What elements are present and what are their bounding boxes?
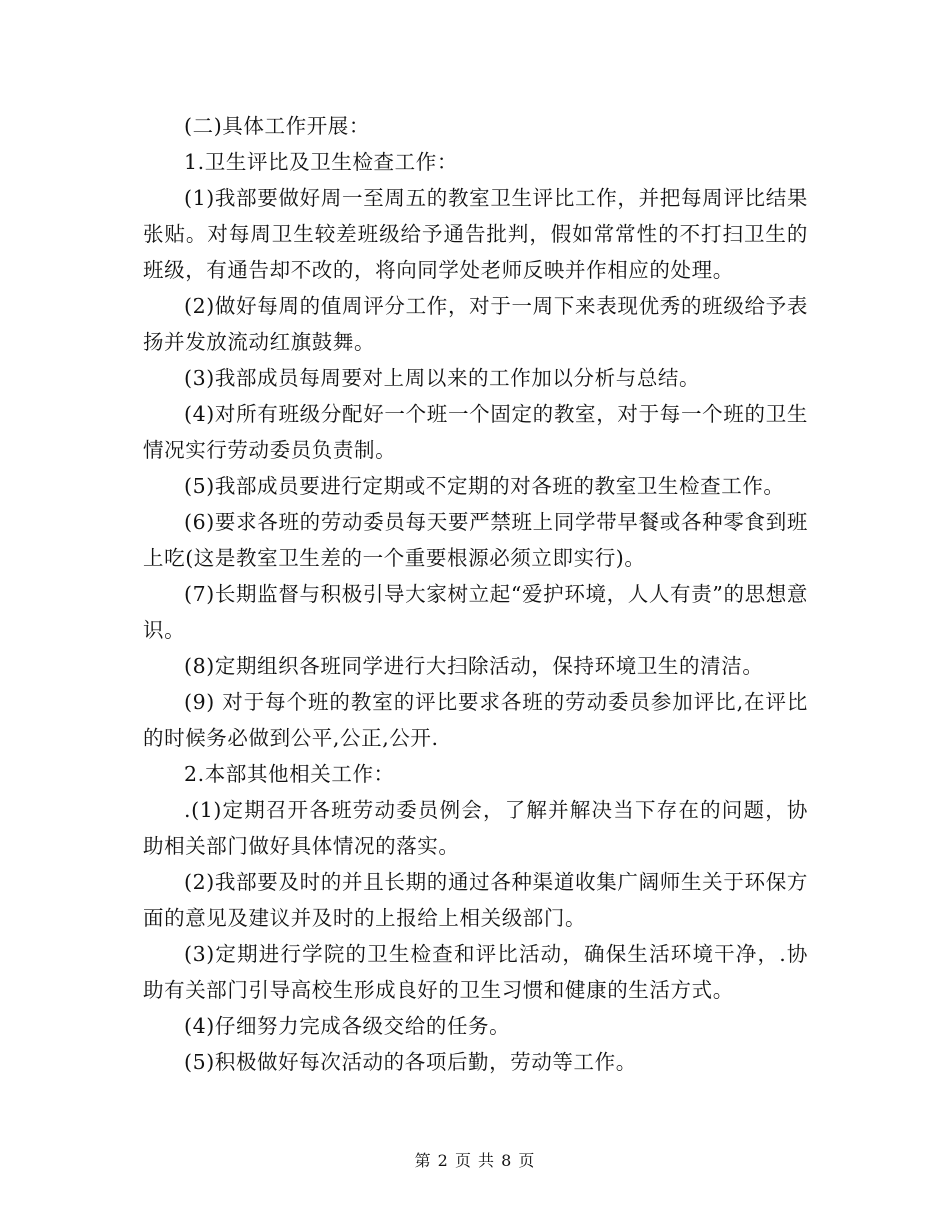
paragraph: (4)对所有班级分配好一个班一个固定的教室，对于每一个班的卫生情况实行劳动委员负责制。 bbox=[143, 402, 808, 462]
paragraph: (2)我部要及时的并且长期的通过各种渠道收集广阔师生关于环保方面的意见及建议并及时的上报给上相关级部门。 bbox=[143, 870, 808, 930]
subsection-heading: 2.本部其他相关工作： bbox=[184, 762, 395, 786]
paragraph: (2)做好每周的值周评分工作，对于一周下来表现优秀的班级给予表扬并发放流动红旗鼓舞。 bbox=[143, 294, 808, 354]
paragraph: (7)长期监督与积极引导大家树立起“爱护环境，人人有责”的思想意识。 bbox=[143, 582, 808, 642]
paragraph: .(1)定期召开各班劳动委员例会，了解并解决当下存在的问题，协助相关部门做好具体情况的落实。 bbox=[143, 798, 808, 858]
paragraph: (3)定期进行学院的卫生检查和评比活动，确保生活环境干净，.协助有关部门引导高校生形成良好的卫生习惯和健康的生活方式。 bbox=[143, 942, 808, 1002]
paragraph: (5)积极做好每次活动的各项后勤，劳动等工作。 bbox=[184, 1050, 637, 1074]
paragraph: (4)仔细努力完成各级交给的任务。 bbox=[184, 1014, 511, 1038]
paragraph: (5)我部成员要进行定期或不定期的对各班的教室卫生检查工作。 bbox=[184, 474, 785, 498]
paragraph: (9) 对于每个班的教室的评比要求各班的劳动委员参加评比,在评比的时候务必做到公平,公正,公开. bbox=[143, 690, 808, 750]
paragraph: (8)定期组织各班同学进行大扫除活动，保持环境卫生的清洁。 bbox=[184, 654, 764, 678]
page-number-footer: 第 2 页 共 8 页 bbox=[414, 1151, 536, 1170]
paragraph: (6)要求各班的劳动委员每天要严禁班上同学带早餐或各种零食到班上吃(这是教室卫生差的一个重要根源必须立即实行)。 bbox=[143, 510, 808, 570]
paragraph: (3)我部成员每周要对上周以来的工作加以分析与总结。 bbox=[184, 366, 701, 390]
document-body bbox=[143, 108, 808, 1080]
section-heading: (二)具体工作开展： bbox=[184, 114, 370, 138]
paragraph: (1)我部要做好周一至周五的教室卫生评比工作，并把每周评比结果张贴。对每周卫生较差班级给予通告批判，假如常常性的不打扫卫生的班级，有通告却不改的，将向同学处老师反映并作相应的处理。 bbox=[143, 186, 808, 282]
subsection-heading: 1.卫生评比及卫生检查工作： bbox=[184, 150, 458, 174]
